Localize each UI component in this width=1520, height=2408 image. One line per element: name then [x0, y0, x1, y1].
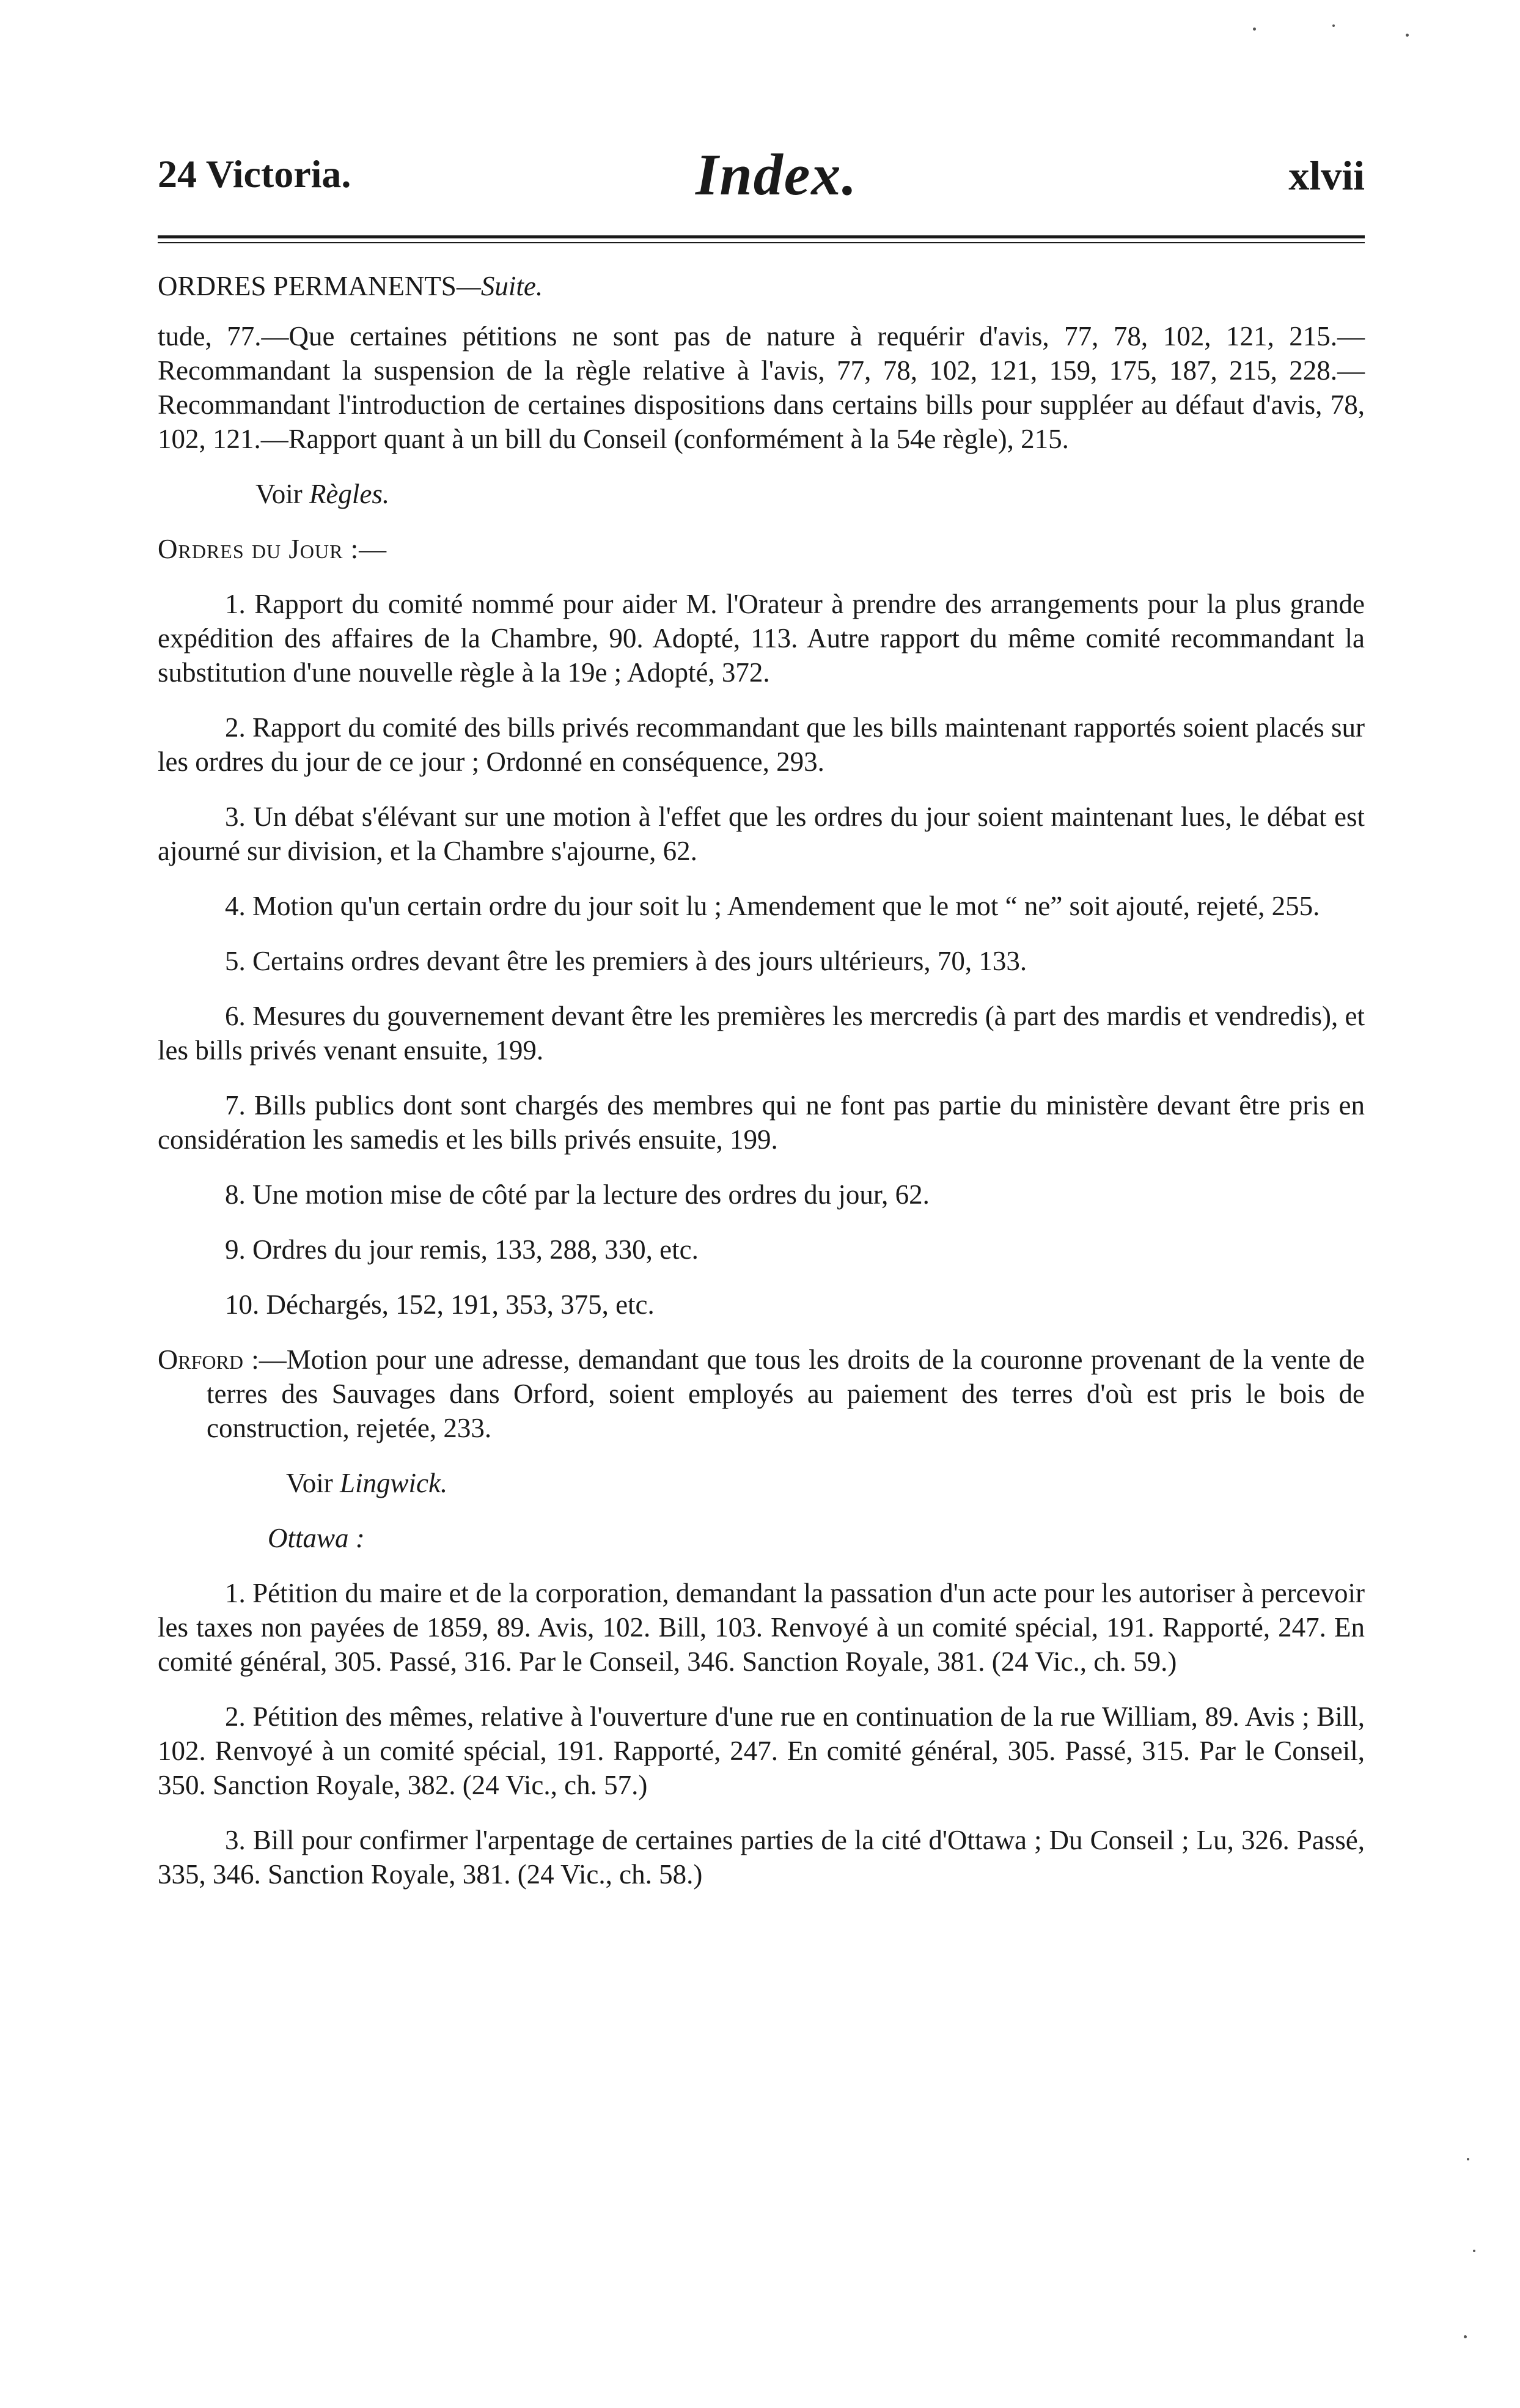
list-item: 3. Un débat s'élévant sur une motion à l'effet que les ordres du jour soient maintenant lues, le débat est ajourné sur division, et la Chambre s'ajourne, 62. — [158, 801, 1365, 866]
header-rule-thin — [158, 242, 1365, 243]
scan-speck — [1467, 2158, 1469, 2160]
entry-text: :—Motion pour une adresse, demandant que tous les droits de la couronne provenant de la vente de terres des Sauvages dans Orford, soient employés au paiement des terres d'où est pris le bois de construction, rejetée, 233. — [207, 1344, 1365, 1443]
list-item: 3. Bill pour confirmer l'arpentage de certaines parties de la cité d'Ottawa ; Du Conseil ; Lu, 326. Passé, 335, 346. Sanction Royale, 381. (24 Vic., ch. 58.) — [158, 1825, 1365, 1890]
header-regnal-year: 24 Victoria. — [158, 152, 351, 196]
header-rule-thick — [158, 235, 1365, 238]
scan-speck — [1332, 24, 1335, 27]
subsection-heading-ottawa: Ottawa : — [268, 1523, 365, 1553]
voir-target: Règles. — [309, 479, 390, 509]
section-heading-ordres-du-jour: Ordres du Jour :— — [158, 534, 387, 564]
entry-orford — [158, 1342, 1365, 1445]
header-title: Index. — [696, 142, 858, 207]
list-item: 9. Ordres du jour remis, 133, 288, 330, etc. — [225, 1234, 699, 1265]
scan-speck — [1253, 28, 1256, 31]
list-item: 2. Rapport du comité des bills privés recommandant que les bills maintenant rapportés soient placés sur les ordres du jour de ce jour ; Ordonné en conséquence, 293. — [158, 712, 1365, 777]
list-item: 8. Une motion mise de côté par la lecture des ordres du jour, 62. — [225, 1179, 930, 1210]
voir-label: Voir — [286, 1468, 340, 1498]
index-body — [158, 269, 1365, 1891]
entry-heading: Orford — [158, 1344, 243, 1375]
scan-speck — [1473, 2250, 1475, 2252]
page-header — [158, 142, 1365, 214]
heading-suffix: —Suite. — [456, 271, 543, 301]
scan-speck — [1464, 2335, 1467, 2338]
cross-reference — [158, 477, 1365, 511]
voir-label: Voir — [255, 479, 309, 509]
cross-reference — [158, 1466, 1365, 1500]
list-item: 7. Bills publics dont sont chargés des membres qui ne font pas partie du ministère devant être pris en considération les samedis et les bills privés ensuite, 199. — [158, 1090, 1365, 1155]
list-item: 10. Déchargés, 152, 191, 353, 375, etc. — [225, 1289, 655, 1320]
list-item: 4. Motion qu'un certain ordre du jour soit lu ; Amendement que le mot “ ne” soit ajouté, rejeté, 255. — [225, 891, 1320, 921]
list-item: 2. Pétition des mêmes, relative à l'ouverture d'une rue en continuation de la rue William, 89. Avis ; Bill, 102. Renvoyé à un comité spécial, 191. Rapporté, 247. En comité général, 305. Passé, 315. Par le Conseil, 350. Sanction Royale, 382. (24 Vic., ch. 57.) — [158, 1701, 1365, 1800]
list-item: 6. Mesures du gouvernement devant être les premières les mercredis (à part des mardis et vendredis), et les bills privés venant ensuite, 199. — [158, 1001, 1365, 1066]
list-item: 1. Rapport du comité nommé pour aider M. l'Orateur à prendre des arrangements pour la plus grande expédition des affaires de la Chambre, 90. Adopté, 113. Autre rapport du même comité recommandant la substitution d'une nouvelle règle à la 19e ; Adopté, 372. — [158, 589, 1365, 688]
voir-target: Lingwick. — [339, 1468, 448, 1498]
header-page-number: xlvii — [1288, 152, 1365, 199]
scan-speck — [1406, 34, 1409, 37]
section-heading-ordres-permanents — [158, 269, 1365, 303]
list-item: 1. Pétition du maire et de la corporation, demandant la passation d'un acte pour les autoriser à percevoir les taxes non payées de 1859, 89. Avis, 102. Bill, 103. Renvoyé à un comité spécial, 191. Rapporté, 247. En comité général, 305. Passé, 316. Par le Conseil, 346. Sanction Royale, 381. (24 Vic., ch. 59.) — [158, 1578, 1365, 1677]
ordres-permanents-entry: tude, 77.—Que certaines pétitions ne sont pas de nature à requérir d'avis, 77, 78, 102, 121, 215.—Recommandant la suspension de la règle relative à l'avis, 77, 78, 102, 121, 159, 175, 187, 215, 228.—Recommandant l'introduction de certaines dispositions dans certains bills pour suppléer au défaut d'avis, 78, 102, 121.—Rapport quant à un bill du Conseil (conformément à la 54e règle), 215. — [158, 321, 1365, 454]
heading-text: ORDRES PERMANENTS — [158, 271, 457, 301]
list-item: 5. Certains ordres devant être les premiers à des jours ultérieurs, 70, 133. — [225, 946, 1027, 976]
